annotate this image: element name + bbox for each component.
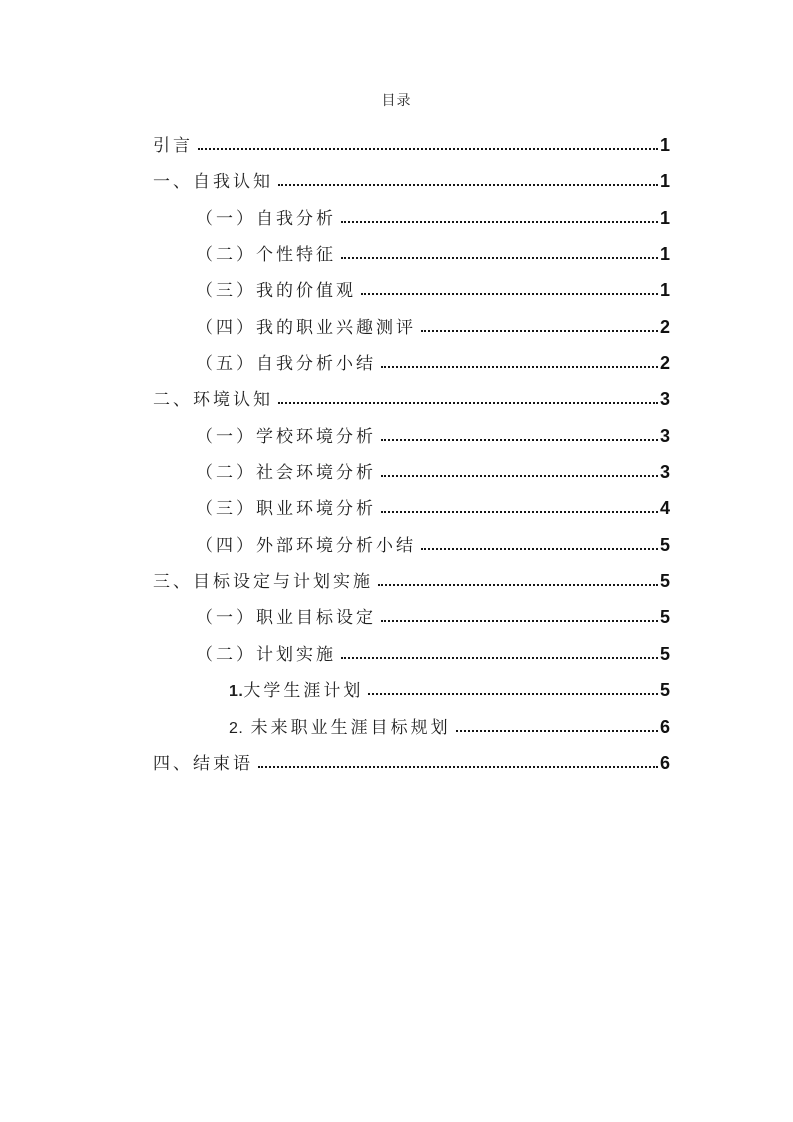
toc-entry[interactable] [0, 527, 793, 563]
toc-entry-page-number: 1 [659, 280, 670, 301]
toc-entry[interactable] [0, 599, 793, 635]
toc-entry[interactable] [0, 490, 793, 526]
toc-entry-page-number: 2 [659, 353, 670, 374]
toc-entry-page-number: 6 [659, 716, 670, 737]
dot-leader [378, 584, 658, 586]
toc-entry-label: 四、结束语 [153, 753, 253, 773]
dot-leader [381, 475, 658, 477]
toc-entry-label: （五）自我分析小结 [196, 354, 376, 374]
toc-entry-page-number: 1 [659, 171, 670, 192]
toc-entry-label: 大学生涯计划 [243, 681, 364, 701]
toc-entry[interactable] [0, 127, 793, 163]
toc-entry[interactable] [0, 454, 793, 490]
toc-title: 目录 [381, 94, 412, 109]
toc-entry-page-number: 1 [659, 207, 670, 228]
toc-entry-label: （一）职业目标设定 [196, 608, 376, 628]
toc-entry-page-number: 3 [659, 389, 670, 410]
toc-entry-page-number: 4 [659, 498, 670, 519]
toc-entry[interactable] [0, 563, 793, 599]
toc-entry[interactable] [0, 309, 793, 345]
dot-leader [381, 511, 658, 513]
toc-entry-label: 引言 [153, 136, 193, 155]
toc-entry-page-number: 3 [659, 425, 670, 446]
dot-leader [381, 439, 658, 441]
toc-entry[interactable] [0, 745, 793, 781]
dot-leader [258, 766, 658, 768]
toc-list [0, 127, 793, 781]
toc-entry-label: （一）学校环境分析 [196, 426, 376, 446]
toc-entry[interactable] [0, 236, 793, 272]
toc-entry-label: （一）自我分析 [196, 208, 336, 228]
toc-entry[interactable] [0, 709, 793, 745]
toc-entry-label: （三）职业环境分析 [196, 499, 376, 519]
toc-entry-label: （二）社会环境分析 [196, 463, 376, 483]
toc-entry-label: （三）我的价值观 [196, 281, 356, 301]
toc-entry-label: （二）计划实施 [196, 644, 336, 664]
toc-entry[interactable] [0, 163, 793, 199]
toc-entry[interactable] [0, 381, 793, 417]
dot-leader [381, 620, 658, 622]
toc-entry-label: （二）个性特征 [196, 245, 336, 265]
toc-entry-page-number: 3 [659, 462, 670, 483]
toc-entry[interactable] [0, 345, 793, 381]
toc-entry[interactable] [0, 418, 793, 454]
dot-leader [278, 402, 658, 404]
dot-leader [456, 730, 658, 732]
toc-entry-page-number: 1 [659, 244, 670, 265]
toc-entry[interactable] [0, 636, 793, 672]
toc-entry-number-prefix: 2. [229, 719, 244, 737]
toc-entry-page-number: 5 [659, 571, 670, 592]
dot-leader [341, 657, 658, 659]
toc-entry[interactable] [0, 672, 793, 708]
toc-entry-page-number: 2 [659, 316, 670, 337]
toc-entry-label: （四）外部环境分析小结 [196, 535, 416, 555]
dot-leader [341, 257, 658, 259]
dot-leader [198, 148, 658, 150]
toc-entry-page-number: 5 [659, 643, 670, 664]
toc-entry-number-prefix: 1. [229, 683, 244, 701]
toc-entry[interactable] [0, 200, 793, 236]
toc-entry-label: 三、目标设定与计划实施 [153, 572, 373, 592]
toc-entry[interactable] [0, 272, 793, 308]
dot-leader [361, 293, 658, 295]
toc-entry-page-number: 5 [659, 607, 670, 628]
dot-leader [381, 366, 658, 368]
toc-entry-label: 二、环境认知 [153, 390, 273, 410]
toc-entry-page-number: 6 [659, 752, 670, 773]
dot-leader [421, 330, 658, 332]
toc-entry-label: 未来职业生涯目标规划 [243, 717, 451, 737]
toc-entry-label: （四）我的职业兴趣测评 [196, 317, 416, 337]
toc-entry-page-number: 5 [659, 680, 670, 701]
dot-leader [278, 184, 658, 186]
toc-entry-page-number: 5 [659, 534, 670, 555]
dot-leader [341, 221, 658, 223]
toc-entry-page-number: 1 [659, 135, 670, 155]
toc-entry-label: 一、自我认知 [153, 172, 273, 192]
dot-leader [368, 693, 658, 695]
dot-leader [421, 548, 658, 550]
